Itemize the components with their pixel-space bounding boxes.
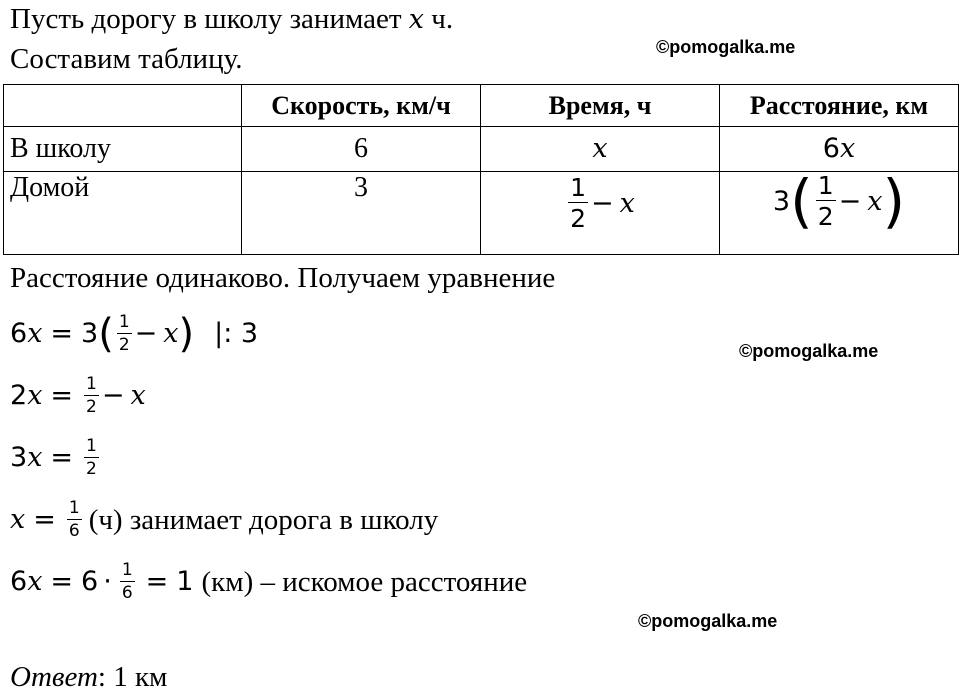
equation-2 — [10, 374, 146, 418]
fraction — [568, 175, 588, 231]
variable-x: x — [27, 318, 43, 349]
distance-note: (км) – искомое расстояние — [201, 566, 528, 598]
table-header-distance: Расстояние, км — [720, 85, 959, 127]
cell-speed: 6 — [242, 127, 481, 172]
same-distance-text: Расстояние одинаково. Получаем уравнение — [10, 262, 556, 294]
coef: 6 — [10, 566, 28, 597]
equals-sign: = — [50, 566, 74, 597]
equation-1 — [10, 312, 258, 356]
cell-time-var: x — [592, 133, 608, 164]
coef: 3 — [81, 318, 99, 349]
multiply-dot: · — [103, 566, 112, 597]
equation-4 — [10, 498, 438, 542]
fraction-numerator: 1 — [68, 498, 80, 518]
answer-label: Ответ — [10, 661, 98, 693]
fraction — [117, 314, 132, 354]
variable-x: x — [10, 504, 26, 535]
cell-distance — [720, 127, 959, 172]
cell-time-var: x — [619, 187, 635, 219]
fraction-denominator: 6 — [121, 583, 133, 603]
cell-time — [481, 172, 720, 255]
variable-x: x — [408, 4, 425, 35]
fraction-denominator: 6 — [68, 521, 80, 541]
fraction-denominator: 2 — [86, 459, 97, 479]
intro-text: Пусть дорогу в школу занимает — [10, 3, 409, 35]
result-value: 1 — [176, 566, 194, 597]
coef: 2 — [10, 380, 28, 411]
fraction-denominator: 2 — [118, 335, 130, 355]
coef: 6 — [10, 318, 28, 349]
fraction-numerator: 1 — [121, 560, 133, 580]
right-paren: ) — [178, 311, 195, 357]
table-row — [4, 127, 959, 172]
fraction — [84, 376, 99, 416]
table-row — [4, 172, 959, 255]
minus-sign: − — [591, 187, 614, 219]
fraction-numerator: 1 — [86, 436, 97, 456]
watermark: ©pomogalka.me — [638, 611, 778, 631]
fraction-numerator: 1 — [817, 171, 834, 200]
watermark: ©pomogalka.me — [656, 37, 796, 57]
equation-3 — [10, 436, 102, 480]
fraction-numerator: 1 — [570, 173, 587, 202]
equals-sign: = — [50, 318, 74, 349]
equals-sign: = — [50, 380, 74, 411]
table-header-speed: Скорость, км/ч — [242, 85, 481, 127]
watermark: ©pomogalka.me — [739, 341, 879, 361]
variable-x: x — [163, 318, 179, 349]
row-label-home: Домой — [4, 172, 242, 255]
fraction-denominator: 2 — [570, 204, 587, 233]
cell-speed: 3 — [242, 172, 481, 255]
fraction — [816, 173, 836, 229]
answer-value: : 1 км — [97, 661, 168, 693]
intro-line-1 — [10, 2, 453, 37]
minus-sign: − — [134, 318, 158, 349]
equals-sign: = — [33, 504, 56, 535]
cell-distance-coef: 3 — [772, 185, 791, 217]
equals-sign: = — [145, 566, 169, 597]
variable-x: x — [27, 380, 43, 411]
fraction-denominator: 2 — [817, 202, 834, 231]
cell-time — [481, 127, 720, 172]
data-table — [3, 84, 959, 255]
coef: 3 — [10, 442, 28, 473]
answer-line — [10, 660, 167, 694]
cell-distance — [720, 167, 959, 255]
coef: 6 — [81, 566, 99, 597]
fraction — [67, 500, 82, 540]
fraction-numerator: 1 — [118, 312, 130, 332]
variable-x: x — [27, 566, 43, 597]
left-paren: ( — [790, 167, 813, 235]
row-label-to-school: В школу — [4, 127, 242, 172]
table-header-row — [4, 85, 959, 127]
right-paren: ) — [882, 167, 906, 235]
equation-5 — [10, 560, 527, 604]
table-header-time: Время, ч — [481, 85, 720, 127]
cell-distance-var: x — [839, 133, 856, 164]
minus-sign: − — [101, 380, 125, 411]
table-header-empty — [4, 85, 242, 127]
fraction — [120, 562, 135, 602]
variable-x: x — [130, 380, 146, 411]
intro-unit: ч. — [424, 3, 454, 35]
left-paren: ( — [98, 311, 114, 357]
intro-line-2: Составим таблицу. — [10, 43, 243, 75]
fraction-denominator: 2 — [86, 397, 97, 417]
cell-distance-var: x — [867, 185, 883, 217]
fraction-numerator: 1 — [86, 374, 97, 394]
time-note: (ч) занимает дорога в школу — [88, 504, 439, 536]
minus-sign: − — [838, 185, 862, 217]
variable-x: x — [27, 442, 43, 473]
divide-note: |: 3 — [214, 318, 259, 349]
cell-distance-coef: 6 — [822, 133, 840, 164]
fraction — [84, 438, 99, 478]
equals-sign: = — [50, 442, 74, 473]
